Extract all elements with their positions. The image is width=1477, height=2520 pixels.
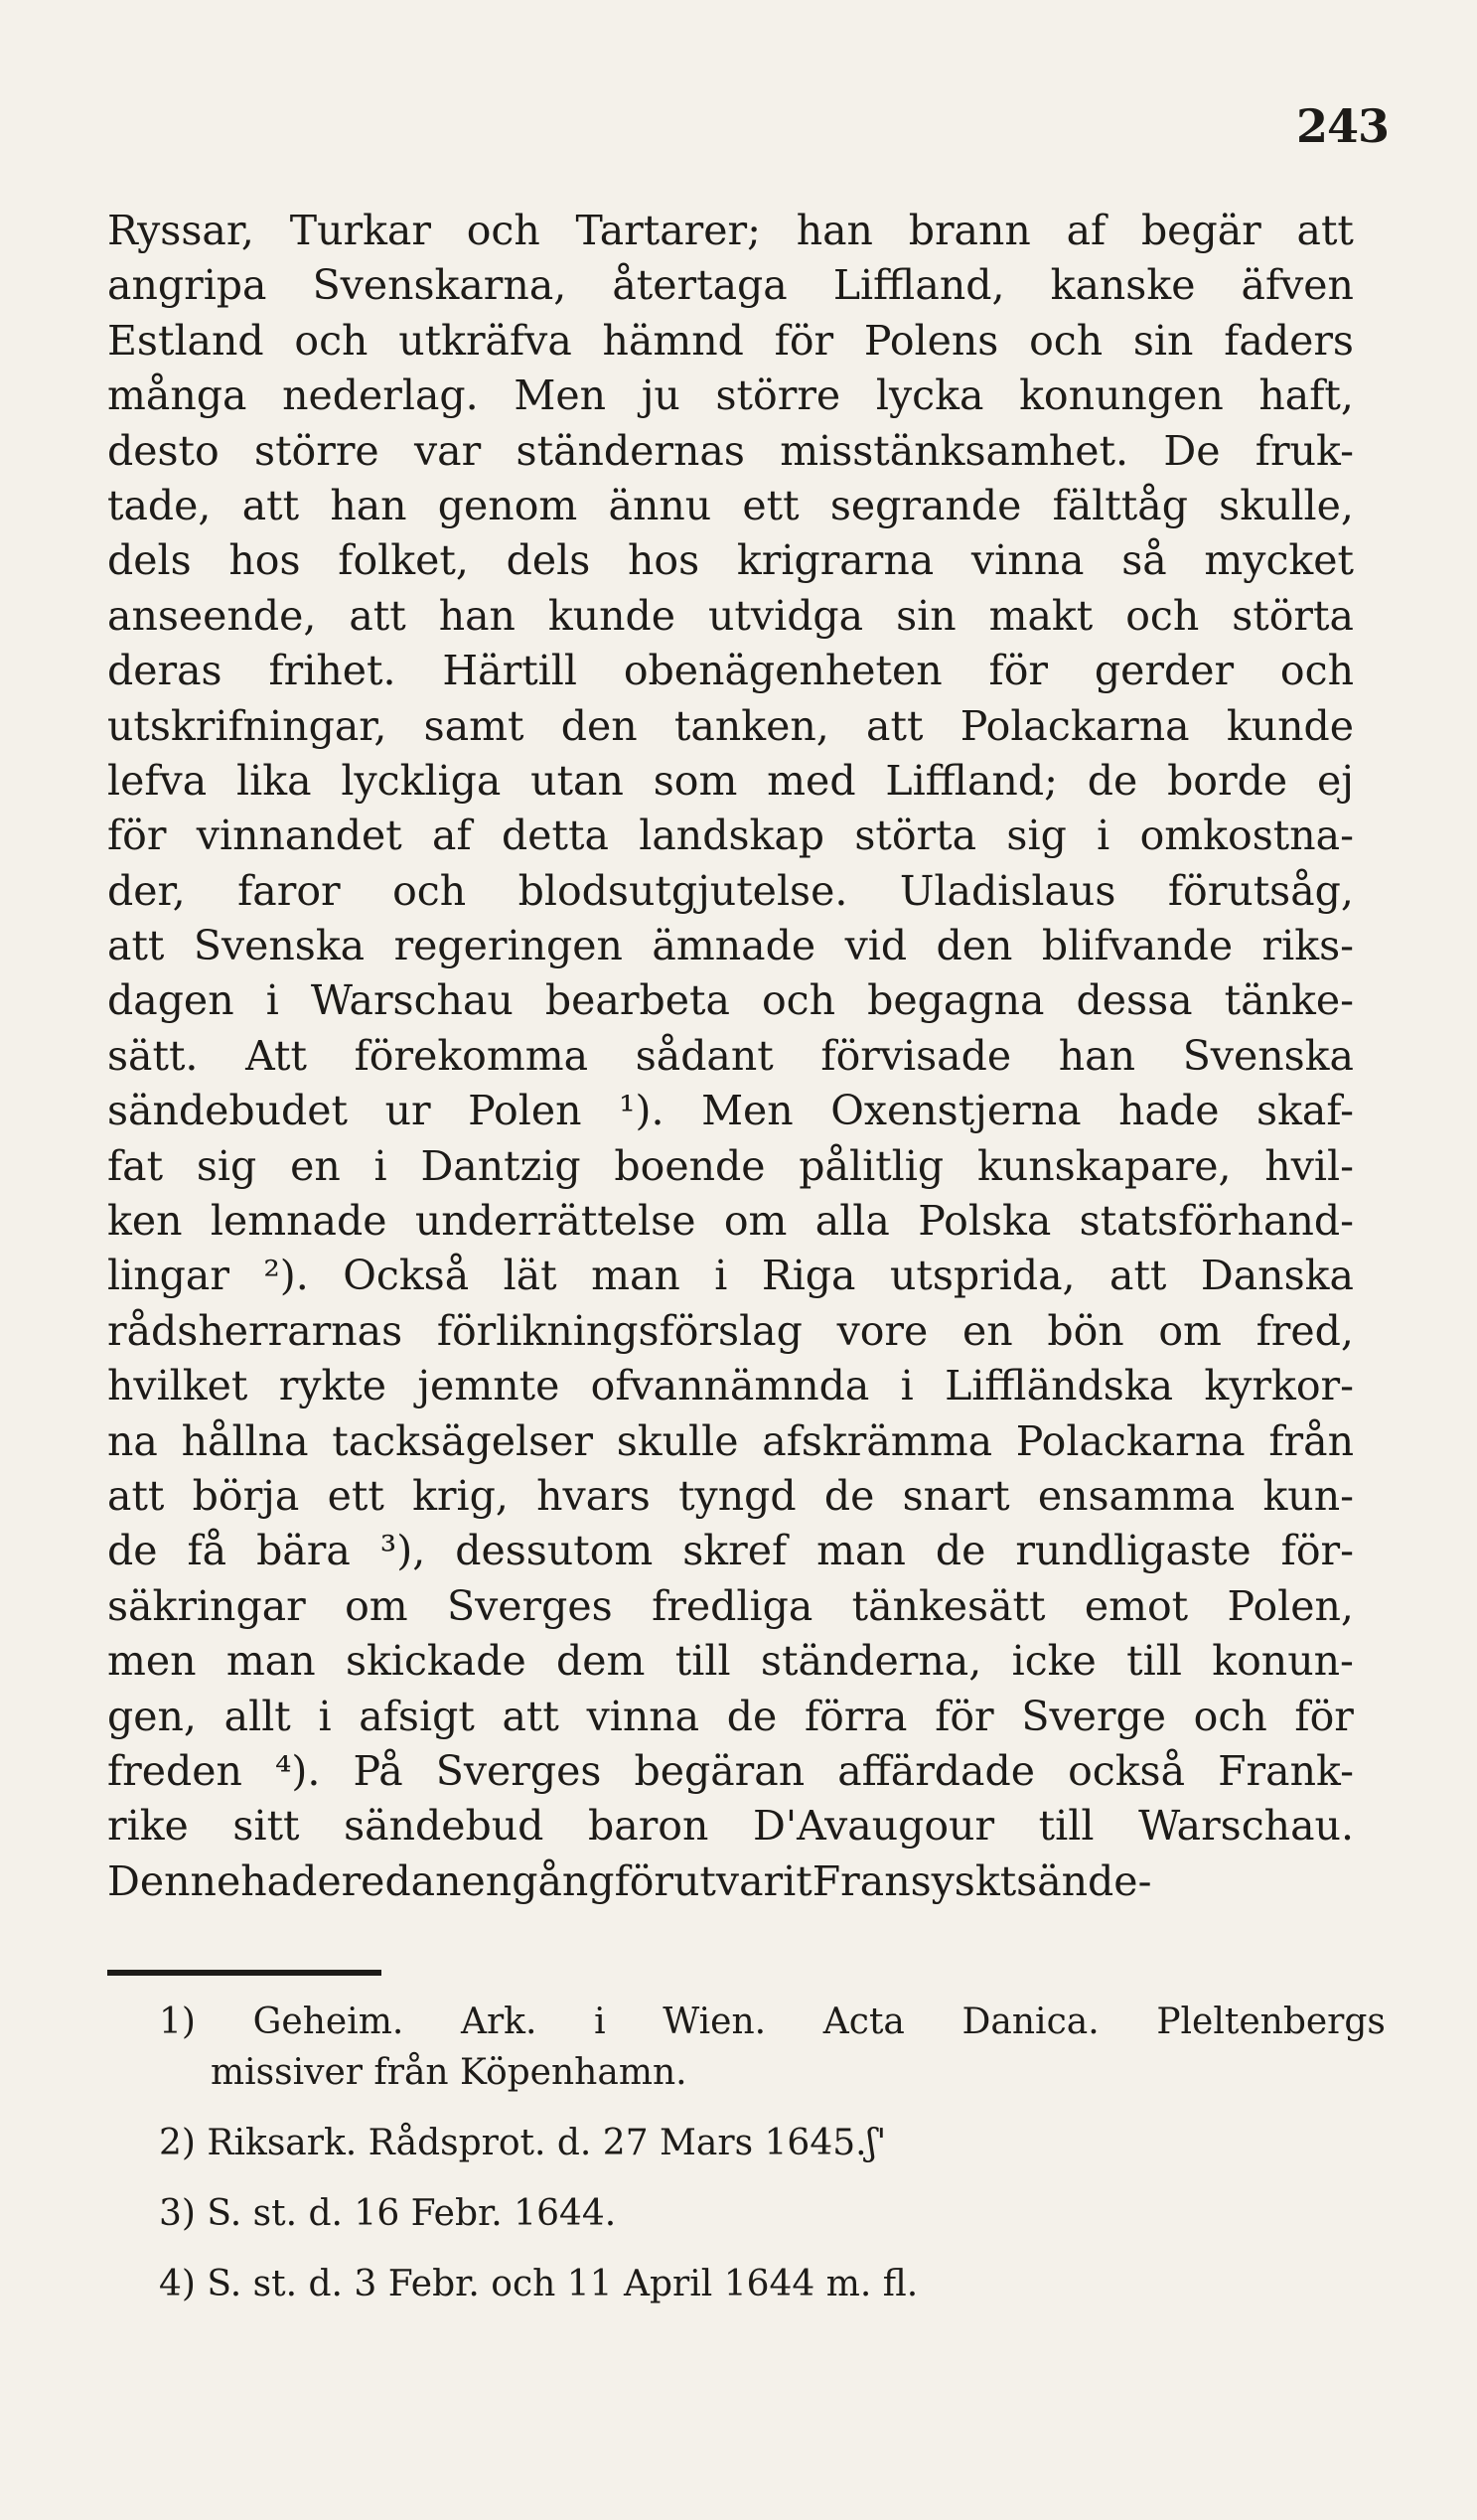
- footnote-rule: [107, 1970, 381, 1976]
- text-line: der, faror och blodsutgjutelse. Uladislaus förutsåg,: [107, 866, 1354, 915]
- text-line: tade, att han genom ännu ett segrande fälttåg skulle,: [107, 481, 1354, 529]
- text-line: rådsherrarnas förlikningsförslag vore en bön om fred,: [107, 1306, 1354, 1355]
- text-line: utskrifningar, samt den tanken, att Polackarna kunde: [107, 701, 1354, 750]
- text-line: att Svenska regeringen ämnade vid den blifvande riks-: [107, 922, 1354, 970]
- text-line: anseende, att han kunde utvidga sin makt och störta: [107, 591, 1354, 640]
- text-line: Denne hade redan engång förut varit Fransyskt sände-: [107, 1856, 1152, 1905]
- text-line: Estland och utkräfva hämnd för Polens och sin faders: [107, 316, 1354, 365]
- text-line: ken lemnade underrättelse om alla Polska statsförhand-: [107, 1197, 1354, 1246]
- text-line: deras frihet. Härtill obenägenheten för gerder och: [107, 647, 1354, 695]
- footnote-1: 1) Geheim. Ark. i Wien. Acta Danica. Pleltenbergs: [159, 2001, 1386, 2042]
- text-line: sätt. Att förekomma sådant förvisade han Svenska: [107, 1031, 1354, 1080]
- body-text: [107, 204, 1354, 1909]
- footnote-2: 2) Riksark. Rådsprot. d. 27 Mars 1645.ʃ': [159, 2123, 887, 2163]
- text-line: Ryssar, Turkar och Tartarer; han brann af begär att: [107, 207, 1354, 254]
- text-line: men man skickade dem till ständerna, icke till konun-: [107, 1637, 1354, 1686]
- text-line: sändebudet ur Polen ¹). Men Oxenstjerna hade skaf-: [107, 1087, 1354, 1135]
- text-line: säkringar om Sverges fredliga tänkesätt emot Polen,: [107, 1581, 1354, 1630]
- footnote-4: 4) S. st. d. 3 Febr. och 11 April 1644 m. fl.: [159, 2264, 919, 2304]
- text-line: freden ⁴). På Sverges begäran affärdade också Frank-: [107, 1746, 1354, 1795]
- text-line: rike sitt sändebud baron D'Avaugour till Warschau.: [107, 1802, 1354, 1851]
- text-line: dels hos folket, dels hos krigrarna vinna så mycket: [107, 536, 1354, 585]
- text-line: gen, allt i afsigt att vinna de förra för Sverge och för: [107, 1692, 1354, 1740]
- text-line: för vinnandet af detta landskap störta sig i omkostna-: [107, 812, 1354, 860]
- text-line: fat sig en i Dantzig boende pålitlig kunskapare, hvil-: [107, 1141, 1354, 1190]
- text-line: angripa Svenskarna, återtaga Liffland, kanske äfven: [107, 261, 1354, 310]
- text-line: na hållna tacksägelser skulle afskrämma Polackarna från: [107, 1416, 1354, 1465]
- text-line: hvilket rykte jemnte ofvannämnda i Liffländska kyrkor-: [107, 1362, 1354, 1410]
- text-line: lefva lika lyckliga utan som med Liffland; de borde ej: [107, 756, 1354, 805]
- text-line: desto större var ständernas misstänksamhet. De fruk-: [107, 426, 1354, 475]
- text-line: att börja ett krig, hvars tyngd de snart ensamma kun-: [107, 1471, 1354, 1520]
- footnotes: [159, 1997, 1386, 2309]
- text-line: dagen i Warschau bearbeta och begagna dessa tänke-: [107, 976, 1354, 1025]
- text-line: lingar ²). Också lät man i Riga utsprida, att Danska: [107, 1252, 1354, 1300]
- page-number: 243: [1296, 99, 1390, 153]
- footnote-3: 3) S. st. d. 16 Febr. 1644.: [159, 2193, 617, 2234]
- text-line: många nederlag. Men ju större lycka konungen haft,: [107, 371, 1354, 420]
- footnote-1-continuation: missiver från Köpenhamn.: [211, 2052, 687, 2093]
- text-line: de få bära ³), dessutom skref man de rundligaste för-: [107, 1527, 1354, 1575]
